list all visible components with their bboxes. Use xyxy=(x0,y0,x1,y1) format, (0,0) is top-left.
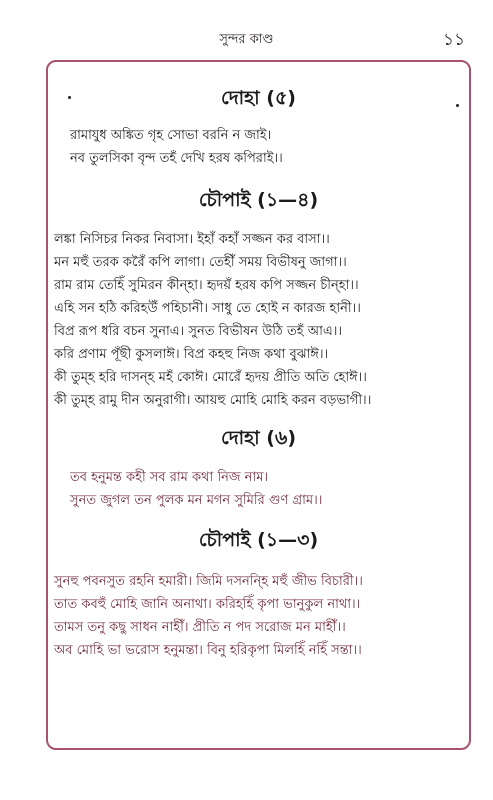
verse-line: কী তুম্হ রামু দীন অনুরাগী। আয়হু মোহি মোহি করন বড়ভাগী।। xyxy=(54,393,372,408)
verse-line: তাত কবহুঁ মোহি জানি অনাথা। করিহহিঁ কৃপা ভানুকুল নাথা।। xyxy=(54,597,361,612)
verse-line: অব মোহি ভা ভরোস হনুমন্তা। বিনু হরিকৃপা মিলহিঁ নহিঁ সন্তা।। xyxy=(54,643,362,658)
page-number: ১১ xyxy=(442,30,465,50)
chaupai-1-3-verses xyxy=(46,570,471,662)
verse-line: মন মহুঁ তরক করৈঁ কপি লাগা। তেহীঁ সময় বিভীষনু জাগা।। xyxy=(54,255,347,270)
doha-5-verses xyxy=(46,124,471,170)
doha-6-verses xyxy=(46,466,471,512)
verse-line: কী তুম্হ হরি দাসন্হ মহঁ কোঈ। মোরেঁ হৃদয় প্রীতি অতি হোঈ।। xyxy=(54,370,367,385)
chaupai-1-4-verses xyxy=(46,228,471,412)
verse-line: লঙ্কা নিসিচর নিকর নিবাসা। ইহাঁ কহাঁ সজ্জন কর বাসা।। xyxy=(54,232,330,247)
verse-line: বিপ্র রূপ ধরি বচন সুনাএ। সুনত বিভীষন উঠি তহঁ আএ।। xyxy=(54,324,343,339)
verse-line: নব তুলসিকা বৃন্দ তহঁ দেখি হরষ কপিরাই।। xyxy=(70,151,283,166)
section-heading-chaupai-1-3: চৌপাই (১—৩) xyxy=(198,529,319,551)
verse-line: সুনহু পবনসুত রহনি হমারী। জিমি দসনন্হি মহুঁ জীভ বিচারী।। xyxy=(54,574,363,589)
verse-line: তব হনুমন্ত কহী সব রাম কথা নিজ নাম। xyxy=(70,470,269,485)
section-heading-doha-5: দোহা (৫) xyxy=(220,87,296,109)
verse-line: সুনত জুগল তন পুলক মন মগন সুমিরি গুণ গ্রাম।। xyxy=(70,493,323,508)
verse-line: রামাযুধ অঙ্কিত গৃহ সোভা বরনি ন জাই। xyxy=(70,128,272,143)
verse-line: এহি সন হঠি করিহউঁ পহিচানী। সাধু তে হোই ন কারজ হানী।। xyxy=(54,301,361,316)
running-head: সুন্দর কাণ্ড xyxy=(219,32,274,47)
section-heading-chaupai-1-4: চৌপাই (১—৪) xyxy=(198,189,319,211)
verse-content xyxy=(46,60,471,750)
verse-line: করি প্রণাম পূঁছী কুসলাঈ। বিপ্র কহহু নিজ কথা বুঝাঈ।। xyxy=(54,347,329,362)
section-heading-doha-6: দোহা (৬) xyxy=(220,427,297,449)
page-header xyxy=(0,0,493,52)
verse-line: রাম রাম তেহিঁ সুমিরন কীন্হা। হৃদয়ঁ হরষ কপি সজ্জন চীন্হা।। xyxy=(54,278,359,293)
verse-line: তামস তনু কছু সাধন নাহীঁ। প্রীতি ন পদ সরোজ মন মাহীঁ।। xyxy=(54,620,346,635)
